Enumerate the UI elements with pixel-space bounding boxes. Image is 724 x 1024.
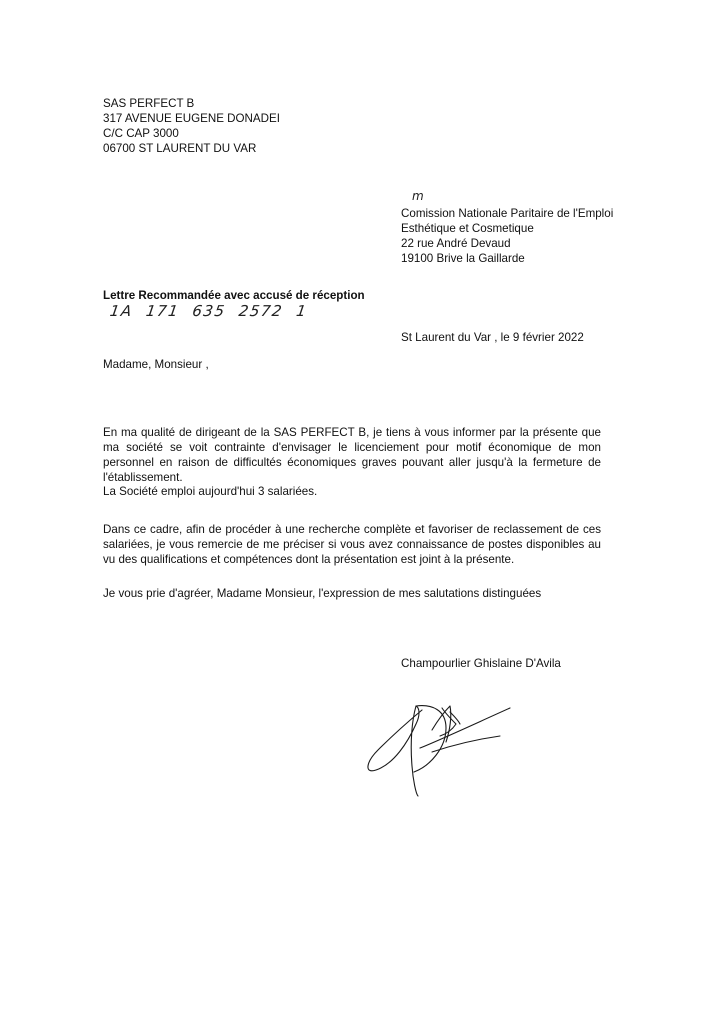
recipient-street: 22 rue André Devaud — [401, 237, 511, 250]
handwritten-signature — [360, 690, 530, 800]
recipient-city: 19100 Brive la Gaillarde — [401, 252, 525, 265]
sender-city: 06700 ST LAURENT DU VAR — [103, 142, 257, 155]
recipient-address — [401, 206, 613, 266]
salutation: Madame, Monsieur , — [103, 358, 209, 371]
sender-complement: C/C CAP 3000 — [103, 127, 179, 140]
recipient-name: Comission Nationale Paritaire de l'Emploi — [401, 207, 614, 220]
closing-formula: Je vous prie d'agréer, Madame Monsieur, l'expression de mes salutations distinguées — [103, 587, 542, 600]
signer-name: Champourlier Ghislaine D'Avila — [401, 657, 561, 670]
sender-name: SAS PERFECT B — [103, 97, 195, 110]
sender-street: 317 AVENUE EUGENE DONADEI — [103, 112, 280, 125]
letter-subject: Lettre Recommandée avec accusé de réception — [103, 289, 365, 302]
recipient-name-continued: Esthétique et Cosmetique — [401, 222, 534, 235]
body-paragraph-1: En ma qualité de dirigeant de la SAS PERFECT B, je tiens à vous informer par la présente que ma société se voit contrainte d'envisager le licenciement pour motif économique de mon personnel en raison de difficultés économiques graves pouvant aller jusqu'à la fermeture de l'établissement. — [103, 426, 601, 484]
body-paragraph-3: Dans ce cadre, afin de procéder à une recherche complète et favoriser de reclassement de ces salariées, je vous remercie de me préciser si vous avez connaissance de postes disponibles au vu des qualifications et compétences dont la présentation est joint à la présente. — [103, 523, 601, 566]
sender-address — [103, 96, 280, 156]
tracking-number: 1A 171 635 2572 1 — [108, 302, 309, 320]
handwritten-correction: m — [412, 189, 424, 203]
body-paragraph-2: La Société emploi aujourd'hui 3 salariées. — [103, 485, 318, 498]
date-line: St Laurent du Var , le 9 février 2022 — [401, 331, 584, 344]
